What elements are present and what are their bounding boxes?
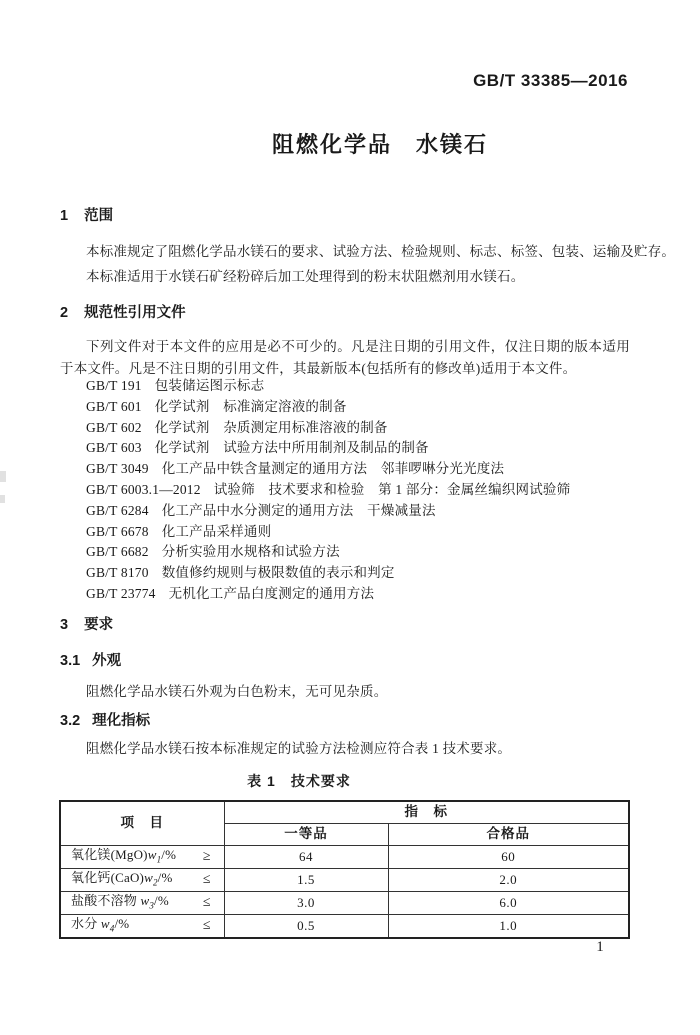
reference-code: GB/T 8170 <box>86 565 149 581</box>
reference-title: 数值修约规则与极限数值的表示和判定 <box>161 565 395 581</box>
section-number: 2 <box>60 305 69 321</box>
reference-code: GB/T 6678 <box>86 523 149 539</box>
grade2-value: 6.0 <box>388 892 629 915</box>
appearance-paragraph: 阻燃化学品水镁石外观为白色粉末，无可见杂质。 <box>86 684 388 699</box>
relation-symbol: ≤ <box>202 872 211 888</box>
reference-item <box>86 501 570 522</box>
reference-code: GB/T 602 <box>86 419 142 435</box>
scan-artifact <box>0 495 5 503</box>
reference-title: 试验筛 技术要求和检验 第 1 部分：金属丝编织网试验筛 <box>213 481 571 497</box>
reference-title: 包装储运图示标志 <box>154 378 265 393</box>
section-title: 规范性引用文件 <box>84 305 186 321</box>
reference-item <box>86 542 570 563</box>
references-list <box>86 376 570 605</box>
reference-item <box>86 397 570 418</box>
reference-title: 化工产品中水分测定的通用方法 干燥减量法 <box>161 502 436 518</box>
scope-paragraph-1: 本标准规定了阻燃化学品水镁石的要求、试验方法、检验规则、标志、标签、包装、运输及贮存。 <box>86 244 676 259</box>
variable-symbol: $w_3$ <box>140 893 155 911</box>
reference-item <box>86 563 570 584</box>
reference-code: GB/T 601 <box>86 398 142 414</box>
reference-code: GB/T 191 <box>86 378 142 393</box>
reference-code: GB/T 23774 <box>86 585 156 601</box>
section-number: 3 <box>60 617 69 633</box>
reference-item <box>86 418 570 439</box>
reference-title: 化学试剂 试验方法中所用制剂及制品的制备 <box>154 440 429 456</box>
technical-requirements-table <box>59 800 630 939</box>
relation-symbol: ≤ <box>202 918 211 934</box>
page-number: 1 <box>596 939 604 955</box>
variable-symbol: $w_2$ <box>144 870 158 888</box>
column-header-grade2: 合格品 <box>388 824 629 846</box>
item-name: 盐酸不溶物 $w_3/\%$ <box>71 893 169 911</box>
column-header-grade1: 一等品 <box>224 824 388 846</box>
item-cell <box>60 869 224 892</box>
section-title: 要求 <box>84 617 114 633</box>
grade2-value: 60 <box>388 846 629 869</box>
relation-symbol: ≥ <box>202 849 211 865</box>
physicochemical-paragraph: 阻燃化学品水镁石按本标准规定的试验方法检测应符合表 1 技术要求。 <box>86 741 512 756</box>
item-name: 氧化镁$(MgO)w_1/\%$ <box>71 847 177 865</box>
item-cell <box>60 892 224 915</box>
standard-code: GB/T 33385—2016 <box>473 71 628 90</box>
reference-code: GB/T 3049 <box>86 461 149 477</box>
column-header-indicator: 指 标 <box>224 801 629 824</box>
scope-paragraph-2: 本标准适用于水镁石矿经粉碎后加工处理得到的粉末状阻燃剂用水镁石。 <box>86 269 525 284</box>
relation-symbol: ≤ <box>202 895 211 911</box>
grade1-value: 0.5 <box>224 915 388 938</box>
column-header-item: 项 目 <box>60 801 224 846</box>
reference-item <box>86 522 570 543</box>
reference-title: 化工产品采样通则 <box>161 523 272 539</box>
section-3-2-heading <box>60 709 150 730</box>
item-name: 水分 $w_4/\%$ <box>71 916 130 934</box>
grade2-value: 2.0 <box>388 869 629 892</box>
reference-code: GB/T 6284 <box>86 502 149 518</box>
section-3-1-heading <box>60 649 121 670</box>
section-number: 1 <box>60 208 69 224</box>
scan-artifact <box>0 471 6 482</box>
section-number: 3.2 <box>60 713 81 729</box>
variable-symbol: $w_1$ <box>147 847 162 865</box>
reference-item <box>86 376 570 397</box>
item-name: 氧化钙$(CaO)w_2/\%$ <box>71 870 173 888</box>
table-row <box>60 892 629 915</box>
variable-symbol: $w_4$ <box>100 916 115 934</box>
section-title: 理化指标 <box>92 713 151 729</box>
reference-title: 化学试剂 杂质测定用标准溶液的制备 <box>154 419 388 435</box>
reference-item <box>86 459 570 480</box>
section-3-heading <box>60 613 113 634</box>
section-title: 外观 <box>92 653 122 669</box>
reference-item <box>86 584 570 605</box>
table-header-row-1 <box>60 801 629 824</box>
section-title: 范围 <box>84 208 114 224</box>
references-intro-paragraph: 下列文件对于本文件的应用是必不可少的。凡是注日期的引用文件，仅注日期的版本适用于本文件。凡是不注日期的引用文件，其最新版本(包括所有的修改单)适用于本文件。 <box>60 339 630 376</box>
reference-code: GB/T 6682 <box>86 544 149 560</box>
grade1-value: 64 <box>224 846 388 869</box>
table-caption: 表 1 技术要求 <box>247 773 351 789</box>
table-row <box>60 915 629 938</box>
reference-code: GB/T 603 <box>86 440 142 456</box>
grade1-value: 1.5 <box>224 869 388 892</box>
table-row <box>60 846 629 869</box>
item-cell <box>60 915 224 938</box>
section-2-heading <box>60 301 186 322</box>
reference-title: 化学试剂 标准滴定溶液的制备 <box>154 398 347 414</box>
document-title: 阻燃化学品 水镁石 <box>271 132 488 157</box>
reference-title: 化工产品中铁含量测定的通用方法 邻菲啰啉分光光度法 <box>161 461 505 477</box>
section-1-heading <box>60 204 113 225</box>
reference-item <box>86 438 570 459</box>
item-cell <box>60 846 224 869</box>
reference-item <box>86 480 570 501</box>
table-row <box>60 869 629 892</box>
grade2-value: 1.0 <box>388 915 629 938</box>
reference-title: 无机化工产品白度测定的通用方法 <box>168 585 375 601</box>
reference-title: 分析实验用水规格和试验方法 <box>161 544 340 560</box>
grade1-value: 3.0 <box>224 892 388 915</box>
reference-code: GB/T 6003.1—2012 <box>86 481 201 497</box>
section-number: 3.1 <box>60 653 81 669</box>
